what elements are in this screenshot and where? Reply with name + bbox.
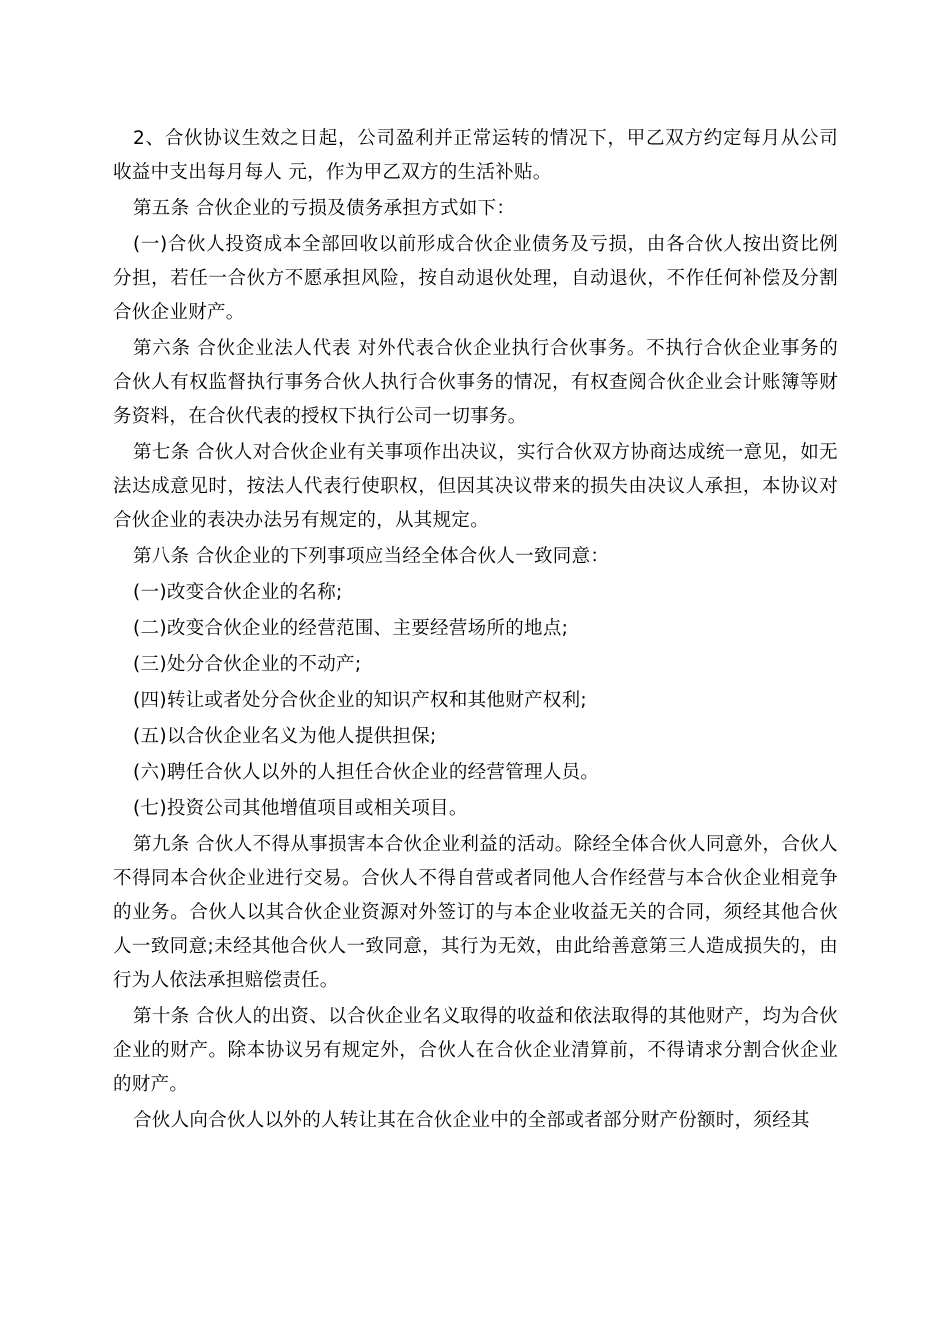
article-8-heading: 第八条 合伙企业的下列事项应当经全体合伙人一致同意： bbox=[133, 546, 610, 567]
article-8-item-3: (三)处分合伙企业的不动产; bbox=[133, 654, 362, 675]
article-5-item-1: (一)合伙人投资成本全部回收以前形成合伙企业债务及亏损，由各合伙人按出资比例分担，若任一合伙方不愿承担风险，按自动退伙处理，自动退伙，不作任何补偿及分割合伙企业财产。 bbox=[113, 234, 838, 323]
article-8-item-5: (五)以合伙企业名义为他人提供担保; bbox=[133, 726, 437, 747]
article-8-item-4: (四)转让或者处分合伙企业的知识产权和其他财产权利; bbox=[133, 690, 587, 711]
article-6: 第六条 合伙企业法人代表 对外代表合伙企业执行合伙事务。不执行合伙企业事务的合伙人有权监督执行事务合伙人执行合伙事务的情况，有权查阅合伙企业会计账簿等财务资料，在合伙代表的授权下执行公司一切事务。 bbox=[113, 338, 838, 427]
article-10: 第十条 合伙人的出资、以合伙企业名义取得的收益和依法取得的其他财产，均为合伙企业的财产。除本协议另有规定外，合伙人在合伙企业清算前，不得请求分割合伙企业的财产。 bbox=[113, 1006, 838, 1095]
article-8-item-6: (六)聘任合伙人以外的人担任合伙企业的经营管理人员。 bbox=[133, 762, 600, 783]
article-8-item-1: (一)改变合伙企业的名称; bbox=[133, 582, 343, 603]
article-7: 第七条 合伙人对合伙企业有关事项作出决议，实行合伙双方协商达成统一意见，如无法达成意见时，按法人代表行使职权，但因其决议带来的损失由决议人承担，本协议对合伙企业的表决办法另有规定的，从其规定。 bbox=[113, 442, 838, 531]
article-8-item-2: (二)改变合伙企业的经营范围、主要经营场所的地点; bbox=[133, 618, 569, 639]
paragraph-subsidy: 2、合伙协议生效之日起，公司盈利并正常运转的情况下，甲乙双方约定每月从公司收益中支出每月每人 元，作为甲乙双方的生活补贴。 bbox=[113, 128, 838, 183]
article-5-heading: 第五条 合伙企业的亏损及债务承担方式如下： bbox=[133, 198, 516, 219]
paragraph-transfer: 合伙人向合伙人以外的人转让其在合伙企业中的全部或者部分财产份额时，须经其 bbox=[133, 1110, 810, 1131]
article-9: 第九条 合伙人不得从事损害本合伙企业利益的活动。除经全体合伙人同意外，合伙人不得同本合伙企业进行交易。合伙人不得自营或者同他人合作经营与本合伙企业相竞争的业务。合伙人以其合伙企业资源对外签订的与本企业收益无关的合同，须经其他合伙人一致同意;未经其他合伙人一致同意，其行为无效，由此给善意第三人造成损失的，由行为人依法承担赔偿责任。 bbox=[113, 834, 838, 991]
article-8-item-7: (七)投资公司其他增值项目或相关项目。 bbox=[133, 798, 468, 819]
